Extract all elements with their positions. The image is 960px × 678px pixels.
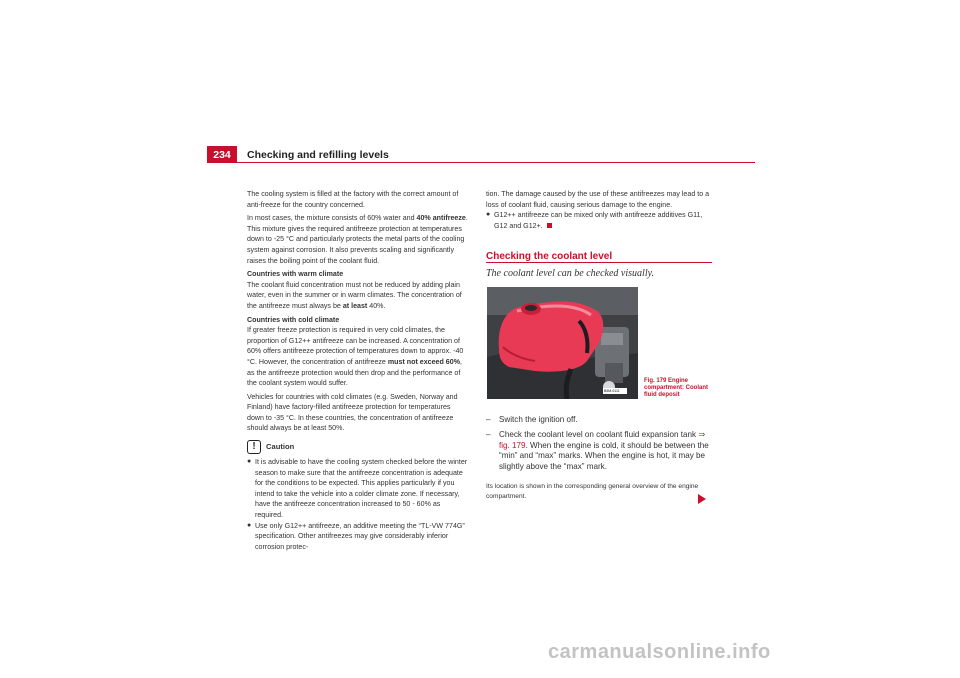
continue-arrow-icon[interactable]	[698, 494, 706, 504]
page-number: 234	[207, 146, 237, 163]
caution-title: Caution	[266, 441, 295, 451]
header-divider	[207, 162, 755, 163]
section-subtitle: The coolant level can be checked visually.	[486, 268, 654, 279]
watermark-text: carmanualsonline.info	[548, 641, 771, 663]
procedure-step: – Check the coolant level on coolant fluid expansion tank ⇒ fig. 179. When the engine is cold, it should be between the “min” and “max” marks. When the engine is hot, it may be slightly above the “max” mark.	[486, 429, 709, 472]
caution-bullet: ● Use only G12++ antifreeze, an additive meeting the “TL-VW 774G” specification. Other antifreezes may give considerably inferior corrosion protec-	[247, 521, 465, 551]
caution-bullet: ● It is advisable to have the cooling system checked before the winter season to make sure that the antifreeze concentration is adequate for the conditions to be expected. This applies particularly if you intend to take the vehicle into a colder climate zone. If necessary, have the antifreeze concentration increased to 50 - 60% as required.	[247, 458, 468, 520]
page-header-title: Checking and refilling levels	[247, 149, 389, 161]
procedure-steps	[486, 415, 712, 477]
mixture-paragraph: In most cases, the mixture consists of 60% water and 40% antifreeze. This mixture gives the required antifreeze protection at temperatures down to -25 °C and particularly protects the metal parts of the cooling system against corrosion. It also prevents scaling and significantly raises the boiling point of the coolant fluid.	[247, 214, 468, 265]
intro-paragraph: The cooling system is filled at the factory with the correct amount of anti-freeze for the country concerned.	[247, 190, 459, 209]
figure-reference-link[interactable]: ⇒ fig. 179	[499, 429, 706, 450]
location-note: Its location is shown in the corresponding general overview of the engine compartment.	[486, 483, 699, 500]
left-column	[247, 189, 469, 552]
bullet-icon: ●	[247, 521, 252, 529]
continued-paragraph: tion. The damage caused by the use of these antifreezes may lead to a loss of coolant fluid, causing serious damage to the engine.	[486, 190, 710, 209]
section-divider	[486, 262, 712, 263]
engine-compartment-photo	[487, 287, 638, 399]
procedure-step: – Switch the ignition off.	[486, 415, 578, 424]
engine-photo-illustration	[487, 287, 638, 399]
warm-climate-paragraph: The coolant fluid concentration must not be reduced by adding plain water, even in the summer or in warm climates. The concentration of the antifreeze must always be at least 40%.	[247, 280, 462, 310]
bullet-icon: ●	[486, 211, 491, 219]
section-title: Checking the coolant level	[486, 251, 613, 262]
caution-box-header	[247, 440, 469, 454]
bullet-icon: ●	[247, 458, 252, 466]
cold-climate-heading: Countries with cold climate	[247, 315, 340, 324]
right-column-top	[486, 189, 712, 231]
caution-icon: !	[247, 440, 261, 454]
cold-climate-paragraph: If greater freeze protection is required in very cold climates, the proportion of G12++ antifreeze can be increased. A concentration of 60% offers antifreeze protection of temperatures down to approx. -40 °C. However, the concentration of antifreeze must not exceed 60%, as the antifreeze protection would then drop and the performance of the coolant system would suffer.	[247, 326, 464, 388]
warm-climate-heading: Countries with warm climate	[247, 270, 344, 279]
section-end-icon	[547, 223, 552, 228]
photo-code: B5M-0111	[604, 389, 620, 393]
cold-countries-paragraph: Vehicles for countries with cold climates (e.g. Sweden, Norway and Finland) have factory-filled antifreeze protection for temperatures down to -35 °C. In these countries, the concentration of antifreeze should always be at least 50%.	[247, 392, 458, 433]
figure-caption: Fig. 179 Engine compartment: Coolant fluid deposit	[644, 378, 709, 398]
g12-bullet: ● G12++ antifreeze can be mixed only with antifreeze additives G11, G12 and G12+.	[486, 211, 703, 230]
